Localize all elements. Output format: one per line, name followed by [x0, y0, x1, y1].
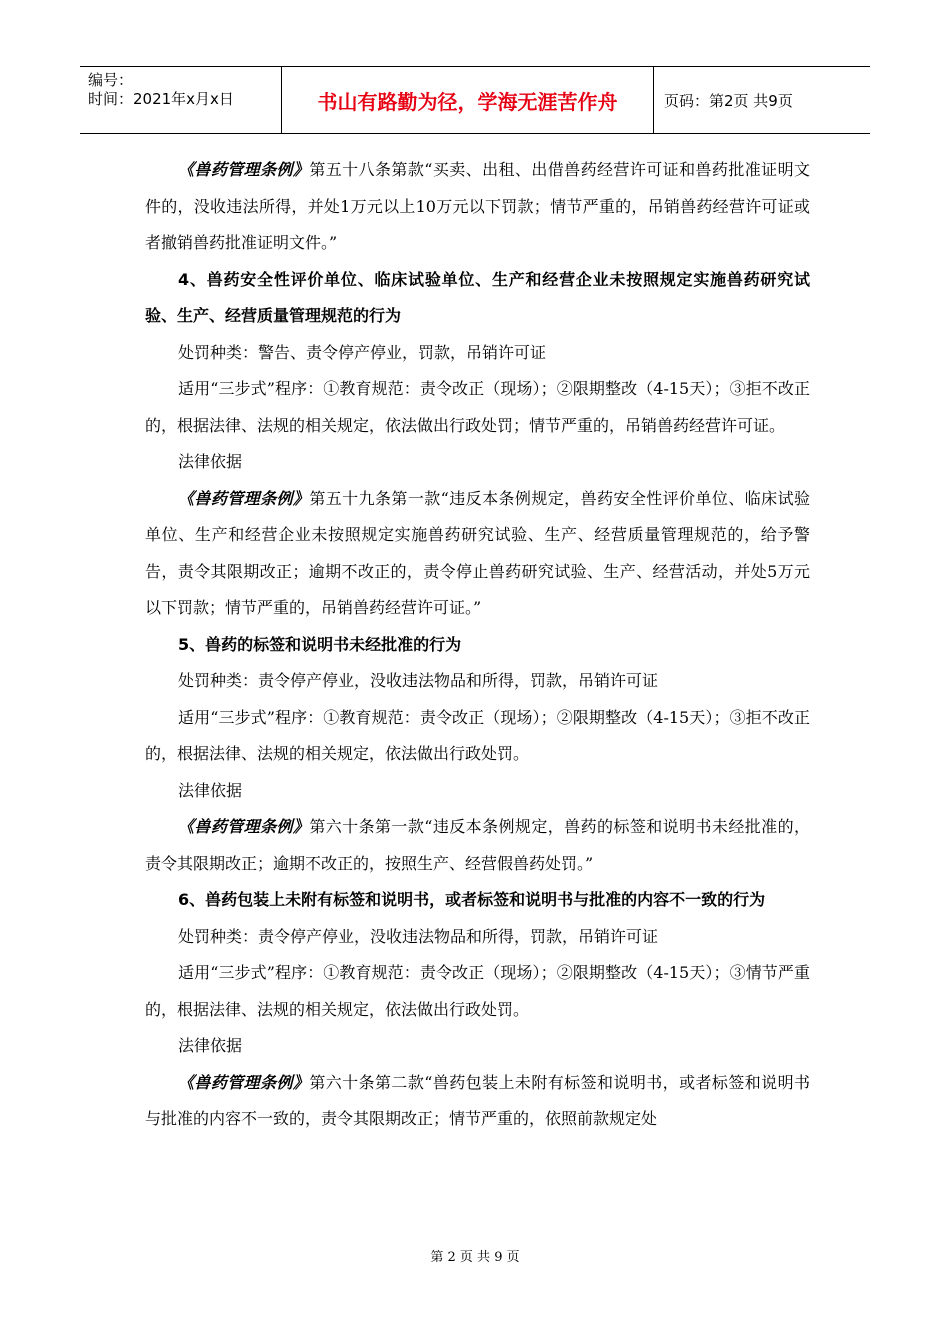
section-heading: 4、兽药安全性评价单位、临床试验单位、生产和经营企业未按照规定实施兽药研究试验、生产、经营质量管理规范的行为 — [145, 269, 810, 325]
law-citation — [145, 481, 810, 627]
law-text: 第五十八条第款“买卖、出租、出借兽药经营许可证和兽药批准证明文件的，没收违法所得，并处1万元以上10万元以下罚款；情节严重的，吊销兽药经营许可证或者撤销兽药批准证明文件。” — [145, 160, 810, 252]
page-header — [80, 66, 870, 134]
header-page-label: 页码：第2页 共9页 — [664, 91, 793, 110]
doc-number-label: 编号： — [88, 71, 134, 89]
header-motto: 书山有路勤为径，学海无涯苦作舟 — [282, 67, 654, 133]
body-paragraph: 处罚种类：责令停产停业，没收违法物品和所得，罚款，吊销许可证 — [178, 926, 659, 946]
page-footer: 第 2 页 共 9 页 — [430, 1250, 520, 1265]
body-paragraph: 适用“三步式”程序：①教育规范：责令改正（现场）；②限期整改（4-15天）；③拒不改正的，根据法律、法规的相关规定，依法做出行政处罚。 — [145, 707, 810, 763]
body-paragraph: 处罚种类：责令停产停业，没收违法物品和所得，罚款，吊销许可证 — [178, 671, 659, 690]
body-paragraph: 处罚种类：警告、责令停产停业，罚款，吊销许可证 — [178, 342, 547, 362]
law-title: 《兽药管理条例》 — [178, 160, 310, 179]
document-body — [145, 152, 810, 1138]
section-heading: 6、兽药包装上未附有标签和说明书，或者标签和说明书与批准的内容不一致的行为 — [178, 890, 766, 909]
doc-time-label: 时间：2021年x月x日 — [88, 90, 234, 108]
law-citation — [145, 152, 810, 262]
law-text: 第六十条第一款“违反本条例规定，兽药的标签和说明书未经批准的，责令其限期改正；逾期不改正的，按照生产、经营假兽药处罚。” — [145, 817, 810, 873]
body-paragraph: 法律依据 — [178, 780, 243, 800]
law-citation — [145, 1065, 810, 1138]
law-text: 第六十条第二款“兽药包装上未附有标签和说明书，或者标签和说明书与批准的内容不一致的，责令其限期改正；情节严重的，依照前款规定处 — [145, 1072, 810, 1128]
header-meta — [80, 67, 282, 133]
law-text: 第五十九条第一款“违反本条例规定，兽药安全性评价单位、临床试验单位、生产和经营企业未按照规定实施兽药研究试验、生产、经营质量管理规范的，给予警告，责令其限期改正；逾期不改正的，责令停止兽药研究试验、生产、经营活动，并处5万元以下罚款；情节严重的，吊销兽药经营许可证。” — [145, 488, 810, 617]
body-paragraph: 适用“三步式”程序：①教育规范：责令改正（现场）；②限期整改（4-15天）；③拒不改正的，根据法律、法规的相关规定，依法做出行政处罚；情节严重的，吊销兽药经营许可证。 — [145, 379, 810, 435]
law-citation — [145, 809, 810, 882]
body-paragraph: 法律依据 — [178, 452, 243, 471]
section-heading: 5、兽药的标签和说明书未经批准的行为 — [178, 634, 462, 654]
body-paragraph: 适用“三步式”程序：①教育规范：责令改正（现场）；②限期整改（4-15天）；③情节严重的，根据法律、法规的相关规定，依法做出行政处罚。 — [145, 963, 810, 1019]
law-title: 《兽药管理条例》 — [178, 488, 310, 508]
law-title: 《兽药管理条例》 — [178, 1072, 310, 1092]
law-title: 《兽药管理条例》 — [178, 817, 310, 836]
body-paragraph: 法律依据 — [178, 1036, 243, 1055]
